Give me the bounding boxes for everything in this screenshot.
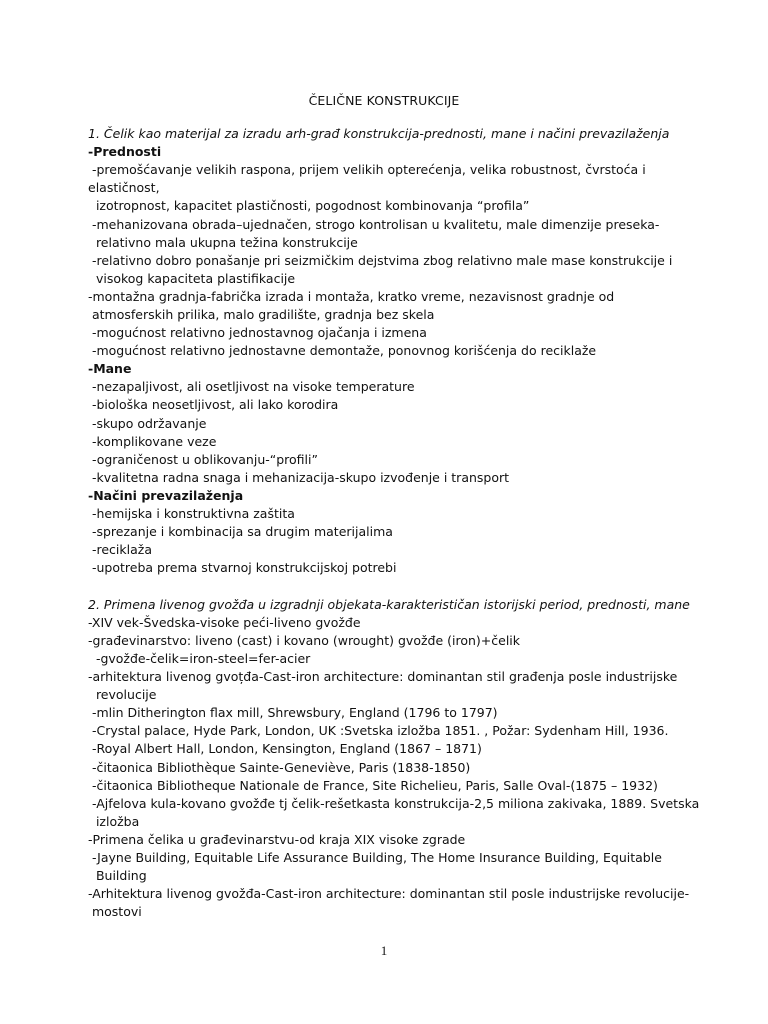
text-line: -montažna gradnja-fabrička izrada i montaža, kratko vreme, nezavisnost gradnje od <box>88 289 615 304</box>
text-line: Building <box>88 868 147 883</box>
document-title: ČELIČNE KONSTRUKCIJE <box>308 93 460 108</box>
text-line: -Arhitektura livenog gvožđa-Cast-iron architecture: dominantan stil posle industrijske revolucije- <box>88 886 690 901</box>
text-line: -mehanizovana obrada–ujednačen, strogo kontrolisan u kvalitetu, male dimenzije preseka- <box>88 217 660 232</box>
text-line: -Jayne Building, Equitable Life Assurance Building, The Home Insurance Building, Equitable <box>88 850 662 865</box>
text-line: izotropnost, kapacitet plastičnosti, pogodnost kombinovanja “profila” <box>88 198 530 213</box>
text-line: -premošćavanje velikih raspona, prijem velikih opterećenja, velika robustnost, čvrstoća i <box>88 162 646 177</box>
text-line: -mogućnost relativno jednostavne demontaže, ponovnog korišćenja do reciklaže <box>88 343 597 358</box>
text-line: -komplikovane veze <box>88 434 217 449</box>
text-line: mostovi <box>88 904 142 919</box>
text-line: -građevinarstvo: liveno (cast) i kovano (wrought) gvožđe (iron)+čelik <box>88 633 521 648</box>
subsection-label: -Načini prevazilaženja <box>88 488 244 503</box>
text-line: -nezapaljivost, ali osetljivost na visoke temperature <box>88 379 415 394</box>
text-line: -Royal Albert Hall, London, Kensington, England (1867 – 1871) <box>88 741 482 756</box>
page-number: 1 <box>380 943 388 958</box>
text-line: -ograničenost u oblikovanju-“profili” <box>88 452 318 467</box>
text-line: -biološka neosetljivost, ali lako korodira <box>88 397 339 412</box>
text-line: -Primena čelika u građevinarstvu-od kraja XIX visoke zgrade <box>88 832 466 847</box>
text-line: -XIV vek-Švedska-visoke peći-liveno gvožđe <box>88 615 361 630</box>
text-line: -arhitektura livenog gvoțđa-Cast-iron architecture: dominantan stil građenja posle industrijske <box>88 669 678 684</box>
section-heading: 1. Čelik kao materijal za izradu arh-građ konstrukcija-prednosti, mane i načini prevazilaženja <box>88 126 670 141</box>
text-line: -relativno dobro ponašanje pri seizmičkim dejstvima zbog relativno male mase konstrukcije i <box>88 253 673 268</box>
text-line: -kvalitetna radna snaga i mehanizacija-skupo izvođenje i transport <box>88 470 510 485</box>
subsection-label: -Prednosti <box>88 144 162 159</box>
section-heading: 2. Primena livenog gvožđa u izgradnji objekata-karakterističan istorijski period, prednosti, mane <box>88 597 690 612</box>
text-line: -skupo održavanje <box>88 416 207 431</box>
text-line: -čitaonica Bibliothèque Sainte-Geneviève, Paris (1838-1850) <box>88 760 471 775</box>
text-line: -Crystal palace, Hyde Park, London, UK :Svetska izložba 1851. , Požar: Sydenham Hill, 1936. <box>88 723 669 738</box>
text-line: -upotreba prema stvarnoj konstrukcijskoj potrebi <box>88 560 397 575</box>
text-line: elastičnost, <box>88 180 160 195</box>
text-line: -sprezanje i kombinacija sa drugim materijalima <box>88 524 393 539</box>
text-line: -mogućnost relativno jednostavnog ojačanja i izmena <box>88 325 427 340</box>
text-line: izložba <box>88 814 140 829</box>
text-line: visokog kapaciteta plastifikacije <box>88 271 296 286</box>
text-line: relativno mala ukupna težina konstrukcije <box>88 235 358 250</box>
text-line: -čitaonica Bibliotheque Nationale de France, Site Richelieu, Paris, Salle Oval-(1875 – 1932) <box>88 778 658 793</box>
subsection-label: -Mane <box>88 361 132 376</box>
text-line: -gvožđe-čelik=iron-steel=fer-acier <box>88 651 311 666</box>
text-line: -reciklaža <box>88 542 152 557</box>
text-line: -Ajfelova kula-kovano gvožđe tj čelik-rešetkasta konstrukcija-2,5 miliona zakivaka, 1889. Svetska <box>88 796 700 811</box>
text-line: -mlin Ditherington flax mill, Shrewsbury, England (1796 to 1797) <box>88 705 498 720</box>
text-line: -hemijska i konstruktivna zaštita <box>88 506 295 521</box>
text-line: atmosferskih prilika, malo gradilište, gradnja bez skela <box>88 307 435 322</box>
text-line: revolucije <box>88 687 157 702</box>
